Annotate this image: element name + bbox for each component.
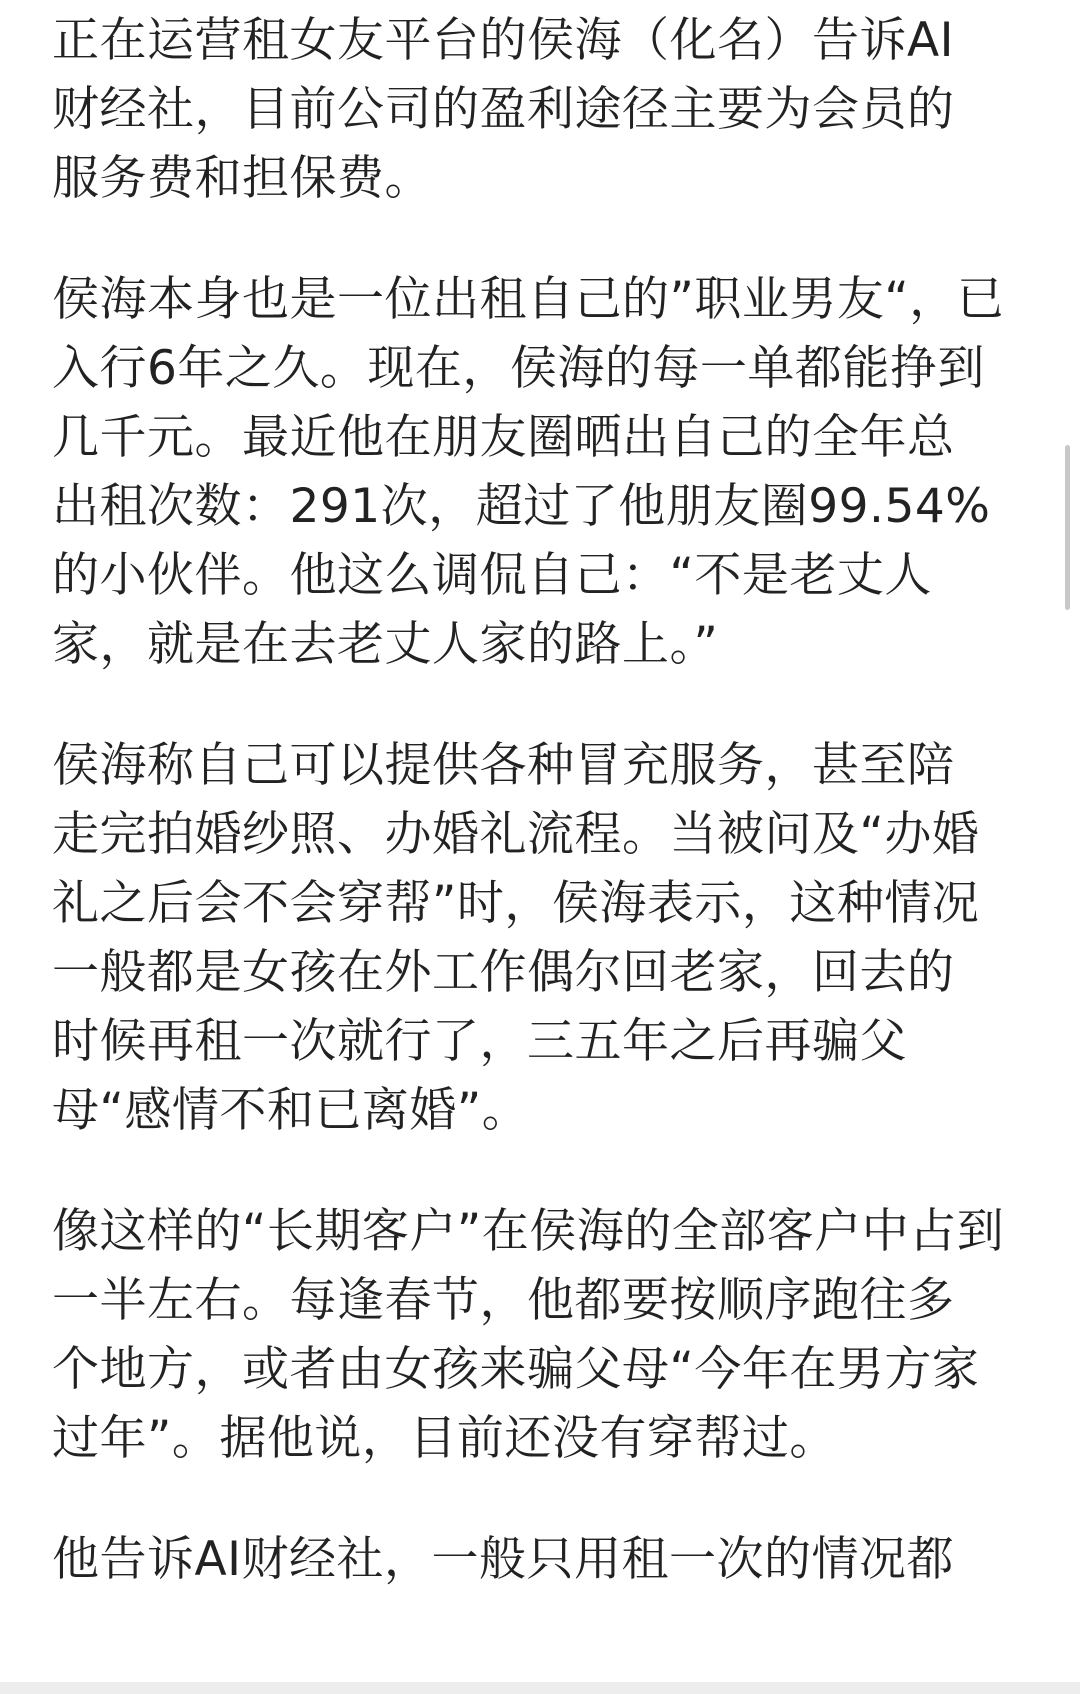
paragraph-1 [52,6,1032,213]
text-line: 财经社，目前公司的盈利途径主要为会员的 [52,82,955,137]
text-line: 像这样的“长期客户”在侯海的全部客户中占到 [52,1204,1005,1259]
text-line: 服务费和担保费。 [52,151,432,206]
text-line: 几千元。最近他在朋友圈晒出自己的全年总 [52,410,955,465]
bottom-divider [0,1682,1080,1694]
text-line: 侯海本身也是一位出租自己的”职业男友“，已 [52,272,1005,327]
text-line: 正在运营租女友平台的侯海（化名）告诉AI [52,13,955,68]
paragraph-5 [52,1525,1032,1594]
article-body [52,0,1032,1594]
text-line: 侯海称自己可以提供各种冒充服务，甚至陪 [52,738,955,793]
text-line: 一半左右。每逢春节，他都要按顺序跑往多 [52,1273,955,1328]
text-line: 出租次数：291次，超过了他朋友圈99.54% [52,479,991,534]
text-line: 家，就是在去老丈人家的路上。” [52,617,719,672]
scrollbar-thumb[interactable] [1065,445,1070,610]
text-line: 个地方，或者由女孩来骗父母“今年在男方家 [52,1342,980,1397]
text-line: 入行6年之久。现在，侯海的每一单都能挣到 [52,341,985,396]
paragraph-4 [52,1197,1032,1473]
text-line: 走完拍婚纱照、办婚礼流程。当被问及“办婚 [52,807,980,862]
text-line: 礼之后会不会穿帮”时，侯海表示，这种情况 [52,876,980,931]
text-line: 的小伙伴。他这么调侃自己：“不是老丈人 [52,548,932,603]
paragraph-2 [52,265,1032,679]
text-line: 一般都是女孩在外工作偶尔回老家，回去的 [52,945,955,1000]
text-line: 他告诉AI财经社，一般只用租一次的情况都 [52,1532,955,1587]
text-line: 过年”。据他说，目前还没有穿帮过。 [52,1411,837,1466]
text-line: 时候再租一次就行了，三五年之后再骗父 [52,1014,907,1069]
text-line: 母“感情不和已离婚”。 [52,1083,530,1138]
paragraph-3 [52,731,1032,1145]
